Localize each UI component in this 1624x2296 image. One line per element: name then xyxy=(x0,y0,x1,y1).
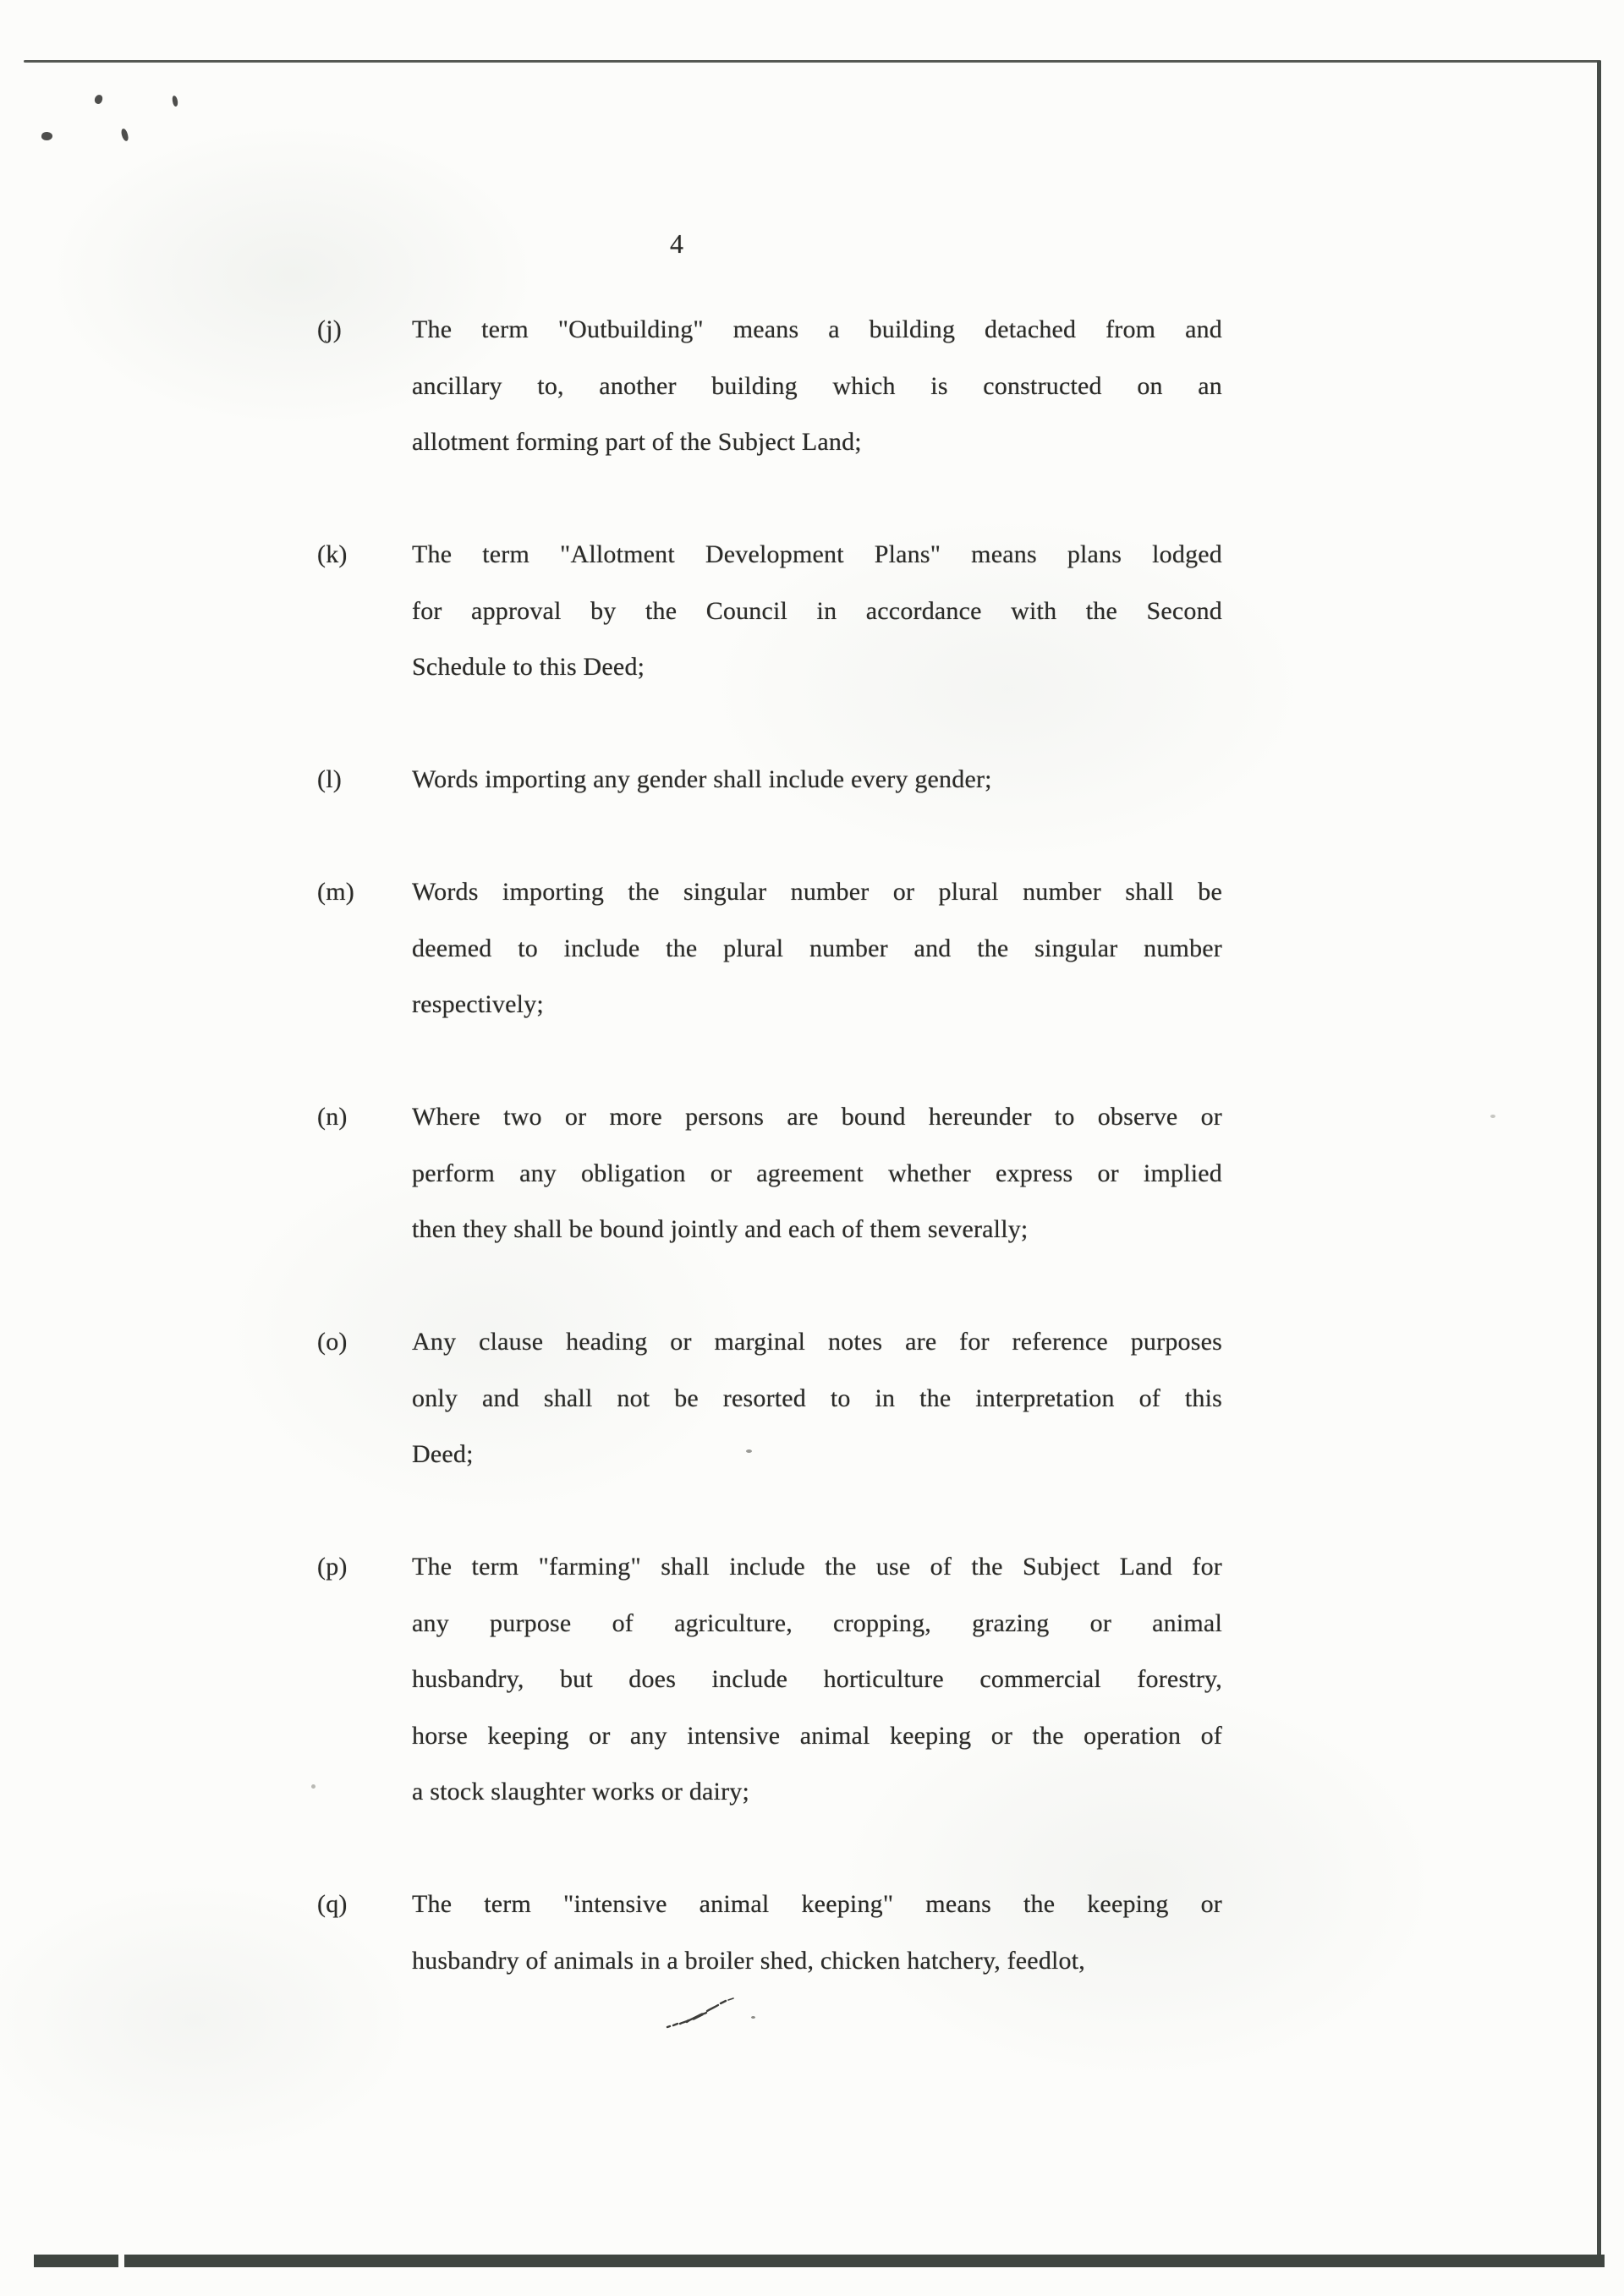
clause-row xyxy=(317,527,1222,696)
ink-speck xyxy=(94,94,103,105)
clause-label: (p) xyxy=(317,1553,348,1581)
clause-row xyxy=(317,1089,1222,1258)
clause-label: (q) xyxy=(317,1890,348,1918)
clause-line: only and shall not be resorted to in the interpretation of this xyxy=(412,1384,1222,1412)
clause-line: The term "Allotment Development Plans" means plans lodged xyxy=(412,540,1222,568)
clause-label: (n) xyxy=(317,1103,348,1131)
clause-text xyxy=(412,1877,1222,1989)
scan-noise-dot xyxy=(1490,1115,1495,1118)
clause-row xyxy=(317,1539,1222,1821)
clause-line: husbandry of animals in a broiler shed, chicken hatchery, feedlot, xyxy=(412,1946,1085,1975)
clause-line: Words importing any gender shall include every gender; xyxy=(412,765,992,793)
page-number: 4 xyxy=(670,228,683,259)
clause-line: perform any obligation or agreement whether express or implied xyxy=(412,1159,1222,1187)
clause-line: Deed; xyxy=(412,1440,474,1468)
clause-line: for approval by the Council in accordance with the Second xyxy=(412,596,1222,625)
clause-text xyxy=(412,302,1222,471)
clause-line: The term "intensive animal keeping" means the keeping or xyxy=(412,1890,1222,1918)
clause-line: ancillary to, another building which is constructed on an xyxy=(412,371,1222,400)
scan-edge-bottom xyxy=(34,2255,1605,2267)
clause-text xyxy=(412,1539,1222,1821)
clause-row xyxy=(317,1314,1222,1483)
clause-line: a stock slaughter works or dairy; xyxy=(412,1778,750,1806)
clause-row xyxy=(317,752,1222,808)
scan-edge-right xyxy=(1597,61,1601,2267)
clause-label: (o) xyxy=(317,1328,348,1356)
clause-label: (l) xyxy=(317,765,342,793)
ink-speck xyxy=(172,96,178,107)
ink-speck xyxy=(120,128,129,141)
clause-line: any purpose of agriculture, cropping, grazing or animal xyxy=(412,1608,1222,1637)
clause-label: (j) xyxy=(317,315,342,343)
scan-edge-top xyxy=(24,60,1601,63)
clause-line: then they shall be bound jointly and each of them severally; xyxy=(412,1215,1029,1243)
clause-line: deemed to include the plural number and the singular number xyxy=(412,934,1222,962)
handwritten-squiggle xyxy=(665,1996,738,2031)
clause-line: Where two or more persons are bound hereunder to observe or xyxy=(412,1103,1222,1131)
clause-label: (k) xyxy=(317,540,348,568)
clause-list xyxy=(317,302,1222,2046)
scan-edge-bottom-notch xyxy=(118,2254,124,2268)
scan-noise-dot xyxy=(311,1784,315,1789)
clause-line: Words importing the singular number or plural number shall be xyxy=(412,878,1222,906)
ink-speck xyxy=(41,131,53,140)
clause-label: (m) xyxy=(317,878,354,906)
clause-text xyxy=(412,527,1222,696)
clause-row xyxy=(317,864,1222,1033)
clause-text xyxy=(412,1089,1222,1258)
clause-line: horse keeping or any intensive animal keeping or the operation of xyxy=(412,1721,1222,1750)
clause-line: respectively; xyxy=(412,990,544,1018)
clause-line: Schedule to this Deed; xyxy=(412,653,645,681)
clause-line: Any clause heading or marginal notes are for reference purposes xyxy=(412,1328,1222,1356)
clause-row xyxy=(317,302,1222,471)
clause-text xyxy=(412,864,1222,1033)
clause-row xyxy=(317,1877,1222,1989)
clause-line: The term "farming" shall include the use of the Subject Land for xyxy=(412,1553,1222,1581)
clause-line: husbandry, but does include horticulture commercial forestry, xyxy=(412,1665,1222,1693)
clause-line: allotment forming part of the Subject Land; xyxy=(412,428,862,456)
clause-text xyxy=(412,1314,1222,1483)
clause-text xyxy=(412,752,1222,808)
clause-line: The term "Outbuilding" means a building detached from and xyxy=(412,315,1222,343)
